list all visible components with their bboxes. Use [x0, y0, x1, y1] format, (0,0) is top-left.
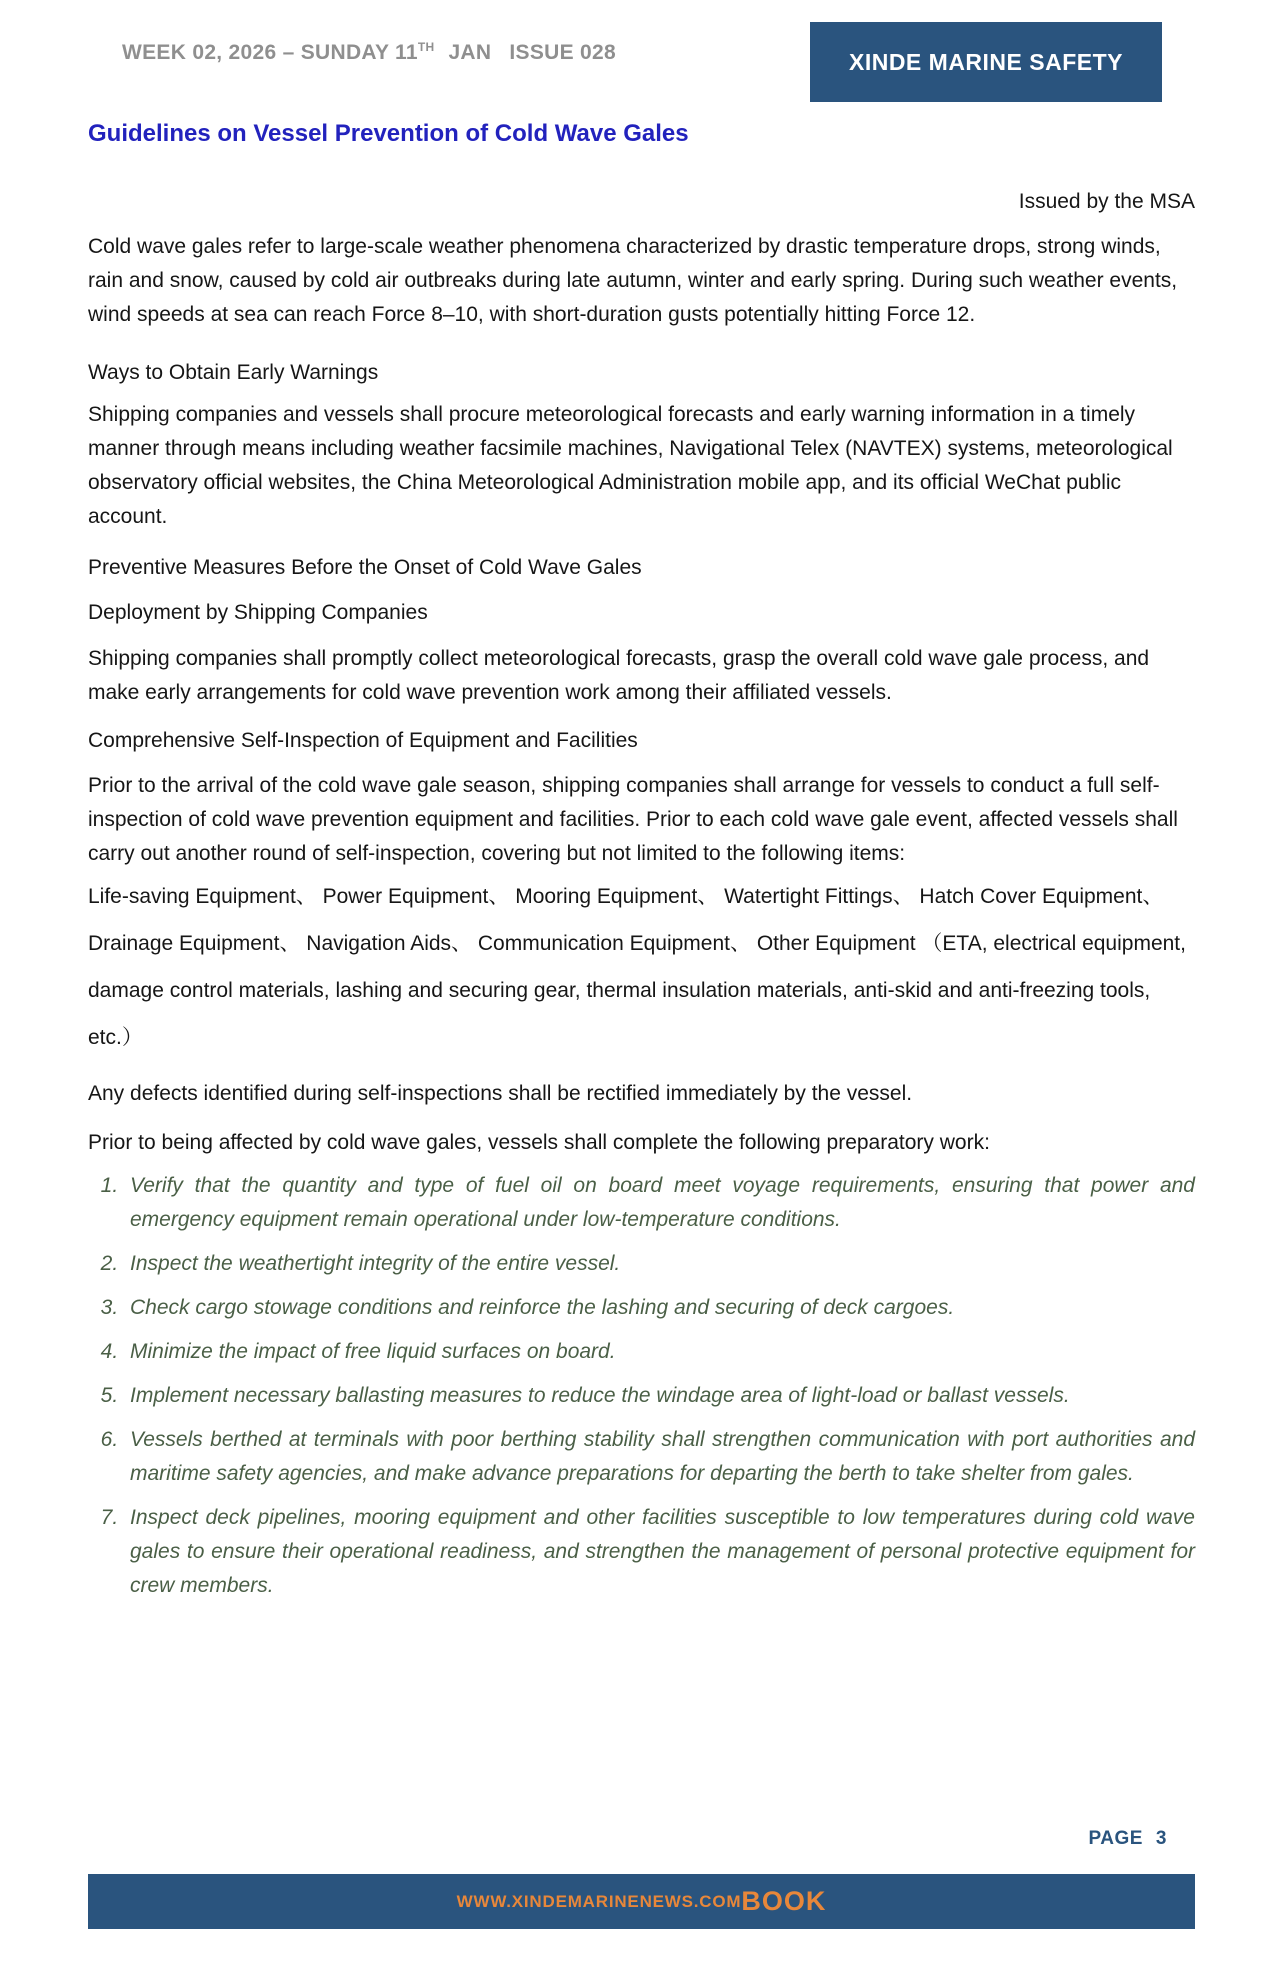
section-heading-early-warnings: Ways to Obtain Early Warnings: [88, 361, 379, 384]
article-body: [0, 118, 1280, 1603]
page-label: PAGE: [1088, 1828, 1143, 1849]
section-heading-deployment: Deployment by Shipping Companies: [88, 601, 428, 624]
paragraph-equipment-list: Life-saving Equipment、 Power Equipment、 Mooring Equipment、 Watertight Fittings、 Hatch Cover Equipment、 Drainage Equipment、 Navigation Aids、 Communication Equipment、 Other Equipment （ETA, electrical equipment, damage control materials, lashing and securing gear, thermal insulation materials, anti-skid and anti-freezing tools, etc.）: [88, 885, 1186, 1049]
page-header: [0, 0, 1280, 102]
ordinal-suffix: TH: [417, 40, 435, 54]
paragraph-deployment: Shipping companies shall promptly collect meteorological forecasts, grasp the overall cold wave gale process, and make early arrangements for cold wave prevention work among their affiliated vessels.: [88, 647, 1150, 704]
page-number-value: 3: [1155, 1828, 1167, 1849]
paragraph-intro: Cold wave gales refer to large-scale weather phenomena characterized by drastic temperature drops, strong winds, rain and snow, caused by cold air outbreaks during late autumn, winter and early spring. During such weather events, wind speeds at sea can reach Force 8–10, with short-duration gusts potentially hitting Force 12.: [88, 235, 1178, 326]
list-item: 3. Check cargo stowage conditions and reinforce the lashing and securing of deck cargoes.: [124, 1291, 1195, 1325]
paragraph-self-inspection: Prior to the arrival of the cold wave gale season, shipping companies shall arrange for vessels to conduct a full self-inspection of cold wave prevention equipment and facilities. Prior to each cold wave gale event, affected vessels shall carry out another round of self-inspection, covering but not limited to the following items:: [88, 774, 1178, 865]
brand-banner: [810, 22, 1162, 102]
paragraph-early-warnings: Shipping companies and vessels shall procure meteorological forecasts and early warning information in a timely manner through means including weather facsimile machines, Navigational Telex (NAVTEX) systems, meteorological observatory official websites, the China Meteorological Administration mobile app, and its official WeChat public account.: [88, 403, 1173, 528]
page-number: [1088, 1828, 1167, 1850]
issue-month: JAN: [448, 41, 492, 64]
footer-bar: [88, 1874, 1195, 1929]
list-item: 7. Inspect deck pipelines, mooring equipment and other facilities susceptible to low temperatures during cold wave gales to ensure their operational readiness, and strengthen the management of personal protective equipment for crew members.: [124, 1501, 1195, 1603]
list-item: 5. Implement necessary ballasting measures to reduce the windage area of light-load or ballast vessels.: [124, 1379, 1195, 1413]
paragraph-defects: Any defects identified during self-inspections shall be rectified immediately by the vessel.: [88, 1082, 913, 1105]
brand-title: XINDE MARINE SAFETY: [848, 48, 1124, 75]
section-heading-preventive-measures: Preventive Measures Before the Onset of Cold Wave Gales: [88, 556, 642, 579]
section-heading-self-inspection: Comprehensive Self-Inspection of Equipment and Facilities: [88, 729, 638, 752]
book-wordmark: BOOK: [741, 1886, 827, 1916]
preparatory-work-list: [88, 1169, 1195, 1603]
list-item: 6. Vessels berthed at terminals with poor berthing stability shall strengthen communication with port authorities and maritime safety agencies, and make advance preparations for departing the berth to take shelter from gales.: [124, 1423, 1195, 1491]
list-item: 1. Verify that the quantity and type of fuel oil on board meet voyage requirements, ensuring that power and emergency equipment remain operational under low-temperature conditions.: [124, 1169, 1195, 1237]
issue-number: ISSUE 028: [509, 41, 616, 64]
paragraph-preparatory-intro: Prior to being affected by cold wave gales, vessels shall complete the following preparatory work:: [88, 1131, 990, 1154]
issue-date-text: WEEK 02, 2026 – SUNDAY 11: [122, 41, 418, 64]
list-item: 2. Inspect the weathertight integrity of the entire vessel.: [124, 1247, 1195, 1281]
byline: Issued by the MSA: [1018, 190, 1195, 213]
list-item: 4. Minimize the impact of free liquid surfaces on board.: [124, 1335, 1195, 1369]
article-title: Guidelines on Vessel Prevention of Cold Wave Gales: [88, 120, 689, 147]
issue-info: [122, 40, 616, 65]
website-link[interactable]: WWW.XINDEMARINENEWS.COM: [456, 1891, 742, 1911]
